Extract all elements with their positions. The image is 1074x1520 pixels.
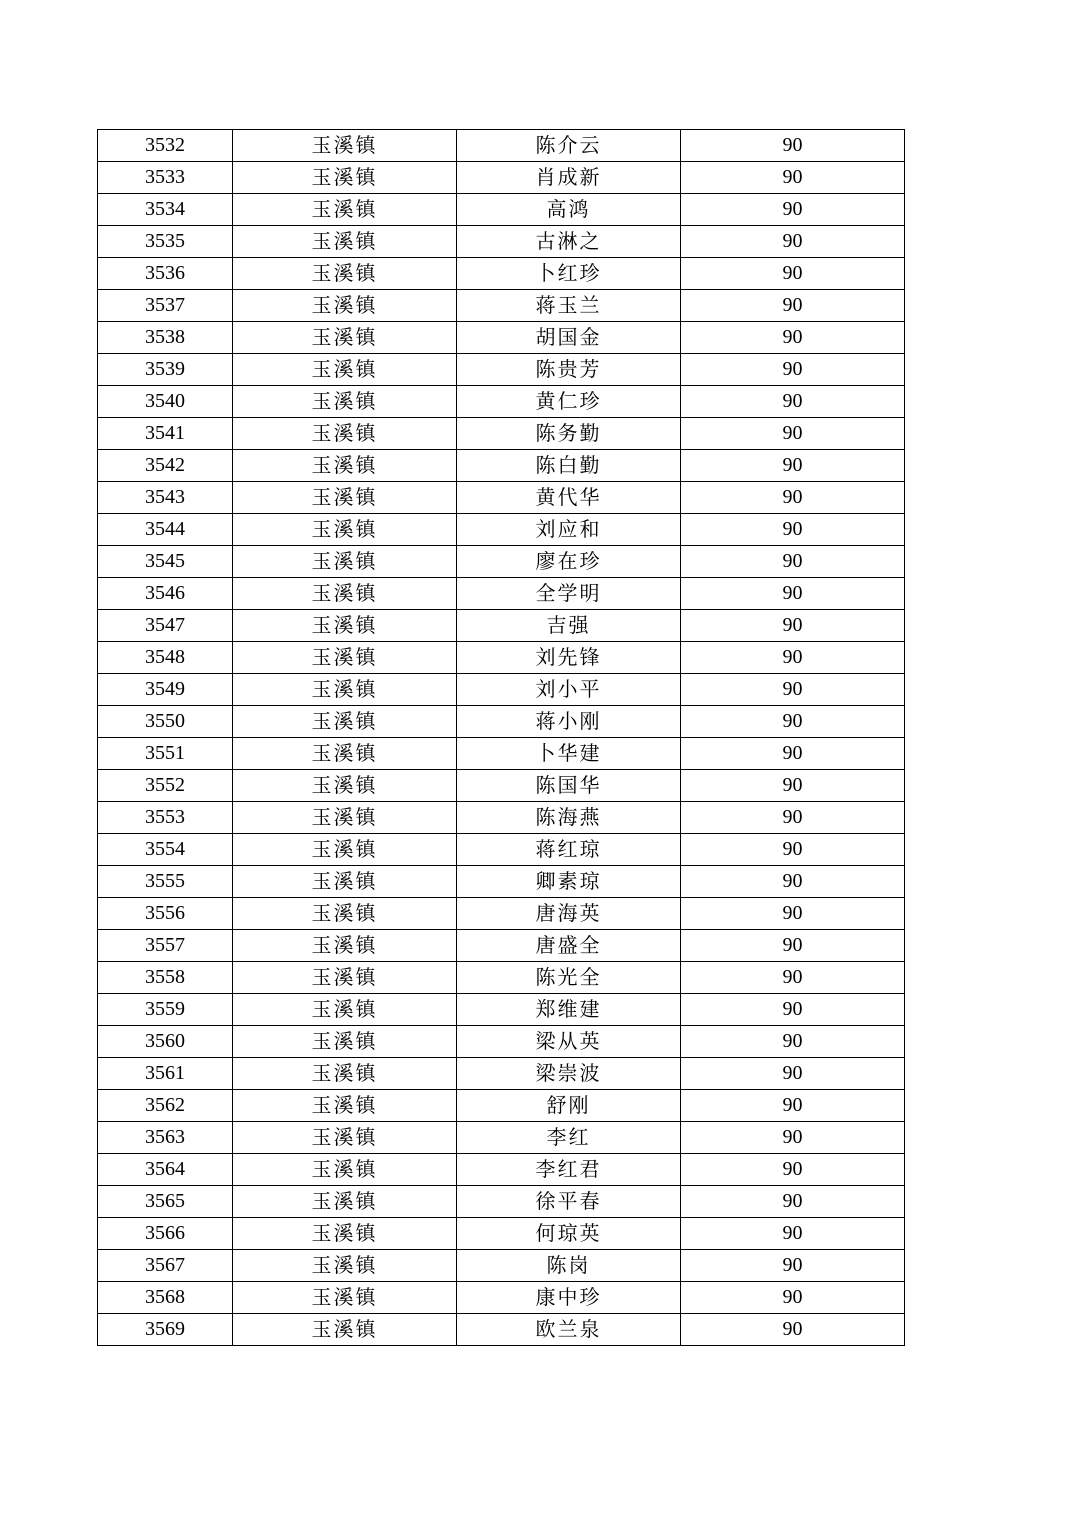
table-row bbox=[98, 770, 905, 802]
town-cell: 玉溪镇 bbox=[233, 578, 457, 610]
score-cell: 90 bbox=[681, 162, 905, 194]
town-cell: 玉溪镇 bbox=[233, 866, 457, 898]
row-number-cell: 3568 bbox=[98, 1282, 233, 1314]
town-cell: 玉溪镇 bbox=[233, 834, 457, 866]
score-cell: 90 bbox=[681, 898, 905, 930]
town-cell: 玉溪镇 bbox=[233, 450, 457, 482]
table-row bbox=[98, 450, 905, 482]
table-row bbox=[98, 386, 905, 418]
table-row bbox=[98, 1314, 905, 1346]
row-number-cell: 3543 bbox=[98, 482, 233, 514]
score-cell: 90 bbox=[681, 802, 905, 834]
table-row bbox=[98, 610, 905, 642]
score-cell: 90 bbox=[681, 962, 905, 994]
town-cell: 玉溪镇 bbox=[233, 1314, 457, 1346]
row-number-cell: 3560 bbox=[98, 1026, 233, 1058]
town-cell: 玉溪镇 bbox=[233, 1218, 457, 1250]
town-cell: 玉溪镇 bbox=[233, 354, 457, 386]
row-number-cell: 3565 bbox=[98, 1186, 233, 1218]
score-cell: 90 bbox=[681, 674, 905, 706]
person-name-cell: 康中珍 bbox=[457, 1282, 681, 1314]
score-cell: 90 bbox=[681, 706, 905, 738]
person-name-cell: 全学明 bbox=[457, 578, 681, 610]
score-cell: 90 bbox=[681, 1026, 905, 1058]
town-cell: 玉溪镇 bbox=[233, 1026, 457, 1058]
row-number-cell: 3546 bbox=[98, 578, 233, 610]
table-row bbox=[98, 738, 905, 770]
person-name-cell: 徐平春 bbox=[457, 1186, 681, 1218]
table-row bbox=[98, 354, 905, 386]
row-number-cell: 3536 bbox=[98, 258, 233, 290]
row-number-cell: 3547 bbox=[98, 610, 233, 642]
person-name-cell: 陈贵芳 bbox=[457, 354, 681, 386]
roster-table bbox=[97, 129, 905, 1346]
table-row bbox=[98, 706, 905, 738]
score-cell: 90 bbox=[681, 1314, 905, 1346]
score-cell: 90 bbox=[681, 258, 905, 290]
town-cell: 玉溪镇 bbox=[233, 130, 457, 162]
person-name-cell: 陈光全 bbox=[457, 962, 681, 994]
person-name-cell: 陈白勤 bbox=[457, 450, 681, 482]
table-row bbox=[98, 994, 905, 1026]
row-number-cell: 3557 bbox=[98, 930, 233, 962]
table-row bbox=[98, 162, 905, 194]
town-cell: 玉溪镇 bbox=[233, 514, 457, 546]
table-row bbox=[98, 1218, 905, 1250]
row-number-cell: 3553 bbox=[98, 802, 233, 834]
table-row bbox=[98, 226, 905, 258]
row-number-cell: 3567 bbox=[98, 1250, 233, 1282]
row-number-cell: 3541 bbox=[98, 418, 233, 450]
town-cell: 玉溪镇 bbox=[233, 418, 457, 450]
score-cell: 90 bbox=[681, 1090, 905, 1122]
score-cell: 90 bbox=[681, 834, 905, 866]
score-cell: 90 bbox=[681, 1282, 905, 1314]
person-name-cell: 卿素琼 bbox=[457, 866, 681, 898]
score-cell: 90 bbox=[681, 738, 905, 770]
row-number-cell: 3545 bbox=[98, 546, 233, 578]
person-name-cell: 郑维建 bbox=[457, 994, 681, 1026]
table-row bbox=[98, 578, 905, 610]
town-cell: 玉溪镇 bbox=[233, 1282, 457, 1314]
score-cell: 90 bbox=[681, 610, 905, 642]
town-cell: 玉溪镇 bbox=[233, 610, 457, 642]
row-number-cell: 3537 bbox=[98, 290, 233, 322]
person-name-cell: 陈国华 bbox=[457, 770, 681, 802]
person-name-cell: 吉强 bbox=[457, 610, 681, 642]
row-number-cell: 3548 bbox=[98, 642, 233, 674]
town-cell: 玉溪镇 bbox=[233, 1122, 457, 1154]
person-name-cell: 唐盛全 bbox=[457, 930, 681, 962]
table-row bbox=[98, 1122, 905, 1154]
town-cell: 玉溪镇 bbox=[233, 994, 457, 1026]
person-name-cell: 古淋之 bbox=[457, 226, 681, 258]
town-cell: 玉溪镇 bbox=[233, 258, 457, 290]
person-name-cell: 卜华建 bbox=[457, 738, 681, 770]
row-number-cell: 3538 bbox=[98, 322, 233, 354]
table-row bbox=[98, 898, 905, 930]
person-name-cell: 卜红珍 bbox=[457, 258, 681, 290]
person-name-cell: 陈介云 bbox=[457, 130, 681, 162]
table-row bbox=[98, 866, 905, 898]
town-cell: 玉溪镇 bbox=[233, 962, 457, 994]
person-name-cell: 陈岗 bbox=[457, 1250, 681, 1282]
score-cell: 90 bbox=[681, 546, 905, 578]
person-name-cell: 唐海英 bbox=[457, 898, 681, 930]
score-cell: 90 bbox=[681, 1122, 905, 1154]
score-cell: 90 bbox=[681, 642, 905, 674]
person-name-cell: 欧兰泉 bbox=[457, 1314, 681, 1346]
table-row bbox=[98, 322, 905, 354]
score-cell: 90 bbox=[681, 450, 905, 482]
person-name-cell: 何琼英 bbox=[457, 1218, 681, 1250]
town-cell: 玉溪镇 bbox=[233, 482, 457, 514]
row-number-cell: 3556 bbox=[98, 898, 233, 930]
town-cell: 玉溪镇 bbox=[233, 930, 457, 962]
score-cell: 90 bbox=[681, 1250, 905, 1282]
person-name-cell: 廖在珍 bbox=[457, 546, 681, 578]
town-cell: 玉溪镇 bbox=[233, 706, 457, 738]
person-name-cell: 肖成新 bbox=[457, 162, 681, 194]
person-name-cell: 蒋玉兰 bbox=[457, 290, 681, 322]
person-name-cell: 陈海燕 bbox=[457, 802, 681, 834]
town-cell: 玉溪镇 bbox=[233, 802, 457, 834]
town-cell: 玉溪镇 bbox=[233, 194, 457, 226]
person-name-cell: 蒋红琼 bbox=[457, 834, 681, 866]
row-number-cell: 3569 bbox=[98, 1314, 233, 1346]
row-number-cell: 3554 bbox=[98, 834, 233, 866]
score-cell: 90 bbox=[681, 578, 905, 610]
row-number-cell: 3542 bbox=[98, 450, 233, 482]
row-number-cell: 3561 bbox=[98, 1058, 233, 1090]
score-cell: 90 bbox=[681, 1154, 905, 1186]
table-row bbox=[98, 1186, 905, 1218]
person-name-cell: 舒刚 bbox=[457, 1090, 681, 1122]
person-name-cell: 李红君 bbox=[457, 1154, 681, 1186]
score-cell: 90 bbox=[681, 770, 905, 802]
town-cell: 玉溪镇 bbox=[233, 770, 457, 802]
person-name-cell: 刘小平 bbox=[457, 674, 681, 706]
person-name-cell: 刘先锋 bbox=[457, 642, 681, 674]
person-name-cell: 李红 bbox=[457, 1122, 681, 1154]
table-row bbox=[98, 258, 905, 290]
town-cell: 玉溪镇 bbox=[233, 290, 457, 322]
row-number-cell: 3550 bbox=[98, 706, 233, 738]
table-row bbox=[98, 834, 905, 866]
table-row bbox=[98, 290, 905, 322]
score-cell: 90 bbox=[681, 322, 905, 354]
town-cell: 玉溪镇 bbox=[233, 898, 457, 930]
row-number-cell: 3566 bbox=[98, 1218, 233, 1250]
score-cell: 90 bbox=[681, 226, 905, 258]
row-number-cell: 3562 bbox=[98, 1090, 233, 1122]
town-cell: 玉溪镇 bbox=[233, 738, 457, 770]
town-cell: 玉溪镇 bbox=[233, 162, 457, 194]
row-number-cell: 3535 bbox=[98, 226, 233, 258]
row-number-cell: 3532 bbox=[98, 130, 233, 162]
town-cell: 玉溪镇 bbox=[233, 1090, 457, 1122]
table-row bbox=[98, 642, 905, 674]
score-cell: 90 bbox=[681, 930, 905, 962]
table-row bbox=[98, 546, 905, 578]
row-number-cell: 3558 bbox=[98, 962, 233, 994]
town-cell: 玉溪镇 bbox=[233, 226, 457, 258]
person-name-cell: 陈务勤 bbox=[457, 418, 681, 450]
town-cell: 玉溪镇 bbox=[233, 674, 457, 706]
town-cell: 玉溪镇 bbox=[233, 546, 457, 578]
score-cell: 90 bbox=[681, 1186, 905, 1218]
row-number-cell: 3549 bbox=[98, 674, 233, 706]
table-row bbox=[98, 1090, 905, 1122]
table-row bbox=[98, 418, 905, 450]
person-name-cell: 黄仁珍 bbox=[457, 386, 681, 418]
table-row bbox=[98, 194, 905, 226]
row-number-cell: 3559 bbox=[98, 994, 233, 1026]
town-cell: 玉溪镇 bbox=[233, 322, 457, 354]
person-name-cell: 刘应和 bbox=[457, 514, 681, 546]
town-cell: 玉溪镇 bbox=[233, 1154, 457, 1186]
row-number-cell: 3539 bbox=[98, 354, 233, 386]
person-name-cell: 高鸿 bbox=[457, 194, 681, 226]
row-number-cell: 3534 bbox=[98, 194, 233, 226]
row-number-cell: 3533 bbox=[98, 162, 233, 194]
town-cell: 玉溪镇 bbox=[233, 642, 457, 674]
table-row bbox=[98, 1250, 905, 1282]
score-cell: 90 bbox=[681, 130, 905, 162]
town-cell: 玉溪镇 bbox=[233, 1186, 457, 1218]
person-name-cell: 黄代华 bbox=[457, 482, 681, 514]
score-cell: 90 bbox=[681, 1218, 905, 1250]
table-row bbox=[98, 482, 905, 514]
table-row bbox=[98, 130, 905, 162]
person-name-cell: 梁崇波 bbox=[457, 1058, 681, 1090]
row-number-cell: 3564 bbox=[98, 1154, 233, 1186]
row-number-cell: 3540 bbox=[98, 386, 233, 418]
score-cell: 90 bbox=[681, 1058, 905, 1090]
table-row bbox=[98, 1058, 905, 1090]
table-row bbox=[98, 1154, 905, 1186]
town-cell: 玉溪镇 bbox=[233, 386, 457, 418]
score-cell: 90 bbox=[681, 994, 905, 1026]
score-cell: 90 bbox=[681, 194, 905, 226]
person-name-cell: 梁从英 bbox=[457, 1026, 681, 1058]
table-row bbox=[98, 930, 905, 962]
table-row bbox=[98, 802, 905, 834]
row-number-cell: 3551 bbox=[98, 738, 233, 770]
score-cell: 90 bbox=[681, 514, 905, 546]
roster-table-body bbox=[98, 130, 905, 1346]
table-row bbox=[98, 962, 905, 994]
table-row bbox=[98, 1282, 905, 1314]
score-cell: 90 bbox=[681, 290, 905, 322]
table-row bbox=[98, 514, 905, 546]
row-number-cell: 3544 bbox=[98, 514, 233, 546]
town-cell: 玉溪镇 bbox=[233, 1250, 457, 1282]
score-cell: 90 bbox=[681, 386, 905, 418]
score-cell: 90 bbox=[681, 866, 905, 898]
row-number-cell: 3555 bbox=[98, 866, 233, 898]
row-number-cell: 3552 bbox=[98, 770, 233, 802]
table-row bbox=[98, 674, 905, 706]
score-cell: 90 bbox=[681, 418, 905, 450]
person-name-cell: 胡国金 bbox=[457, 322, 681, 354]
table-row bbox=[98, 1026, 905, 1058]
score-cell: 90 bbox=[681, 482, 905, 514]
row-number-cell: 3563 bbox=[98, 1122, 233, 1154]
person-name-cell: 蒋小刚 bbox=[457, 706, 681, 738]
score-cell: 90 bbox=[681, 354, 905, 386]
town-cell: 玉溪镇 bbox=[233, 1058, 457, 1090]
